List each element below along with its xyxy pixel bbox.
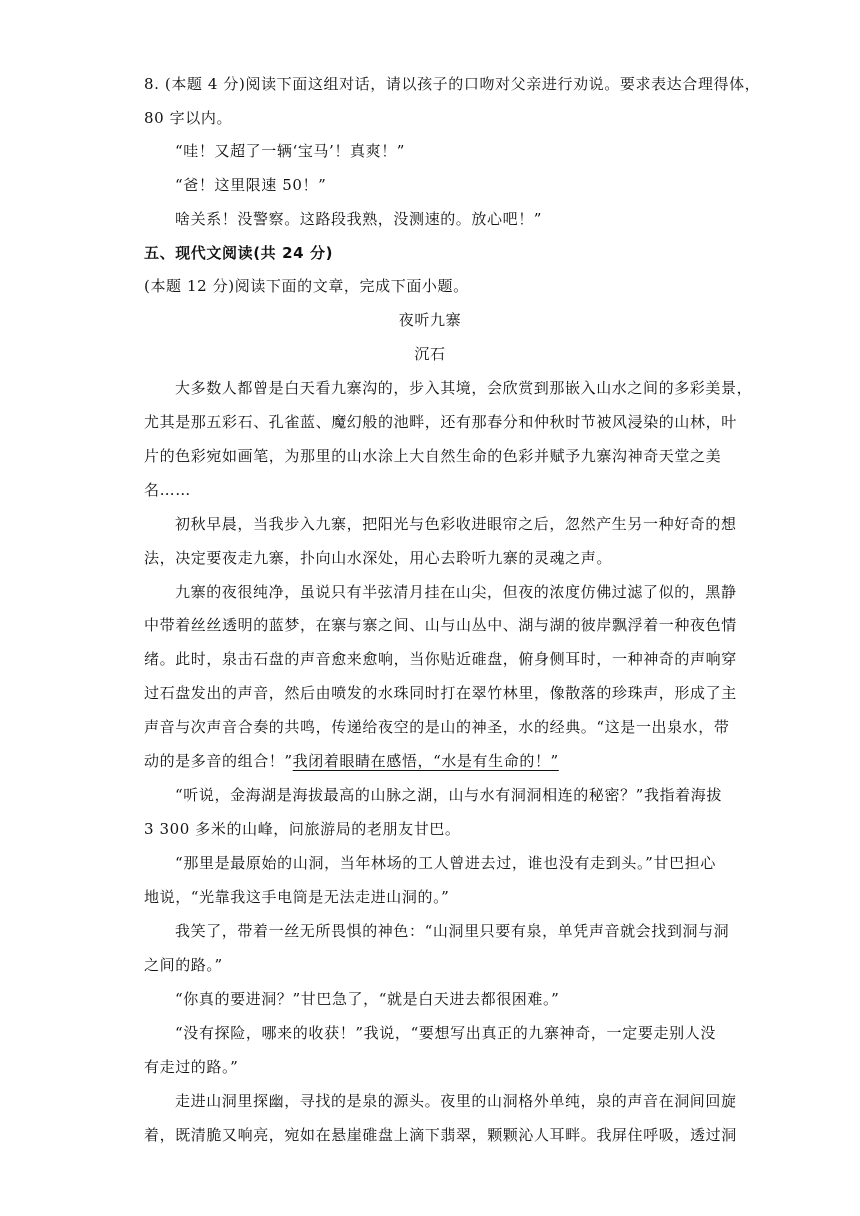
paragraph-6-line-1: 我笑了，带着一丝无所畏惧的神色：“山洞里只要有泉，单凭声音就会找到洞与洞 — [175, 922, 730, 940]
question-8-prompt-line-1: 8. (本题 4 分)阅读下面这组对话，请以孩子的口吻对父亲进行劝说。要求表达合理得体， — [144, 75, 761, 93]
paragraph-5-line-1: “那里是最原始的山洞，当年林场的工人曾进去过，谁也没有走到头。”甘巴担心 — [175, 854, 716, 872]
paragraph-4-line-1: “听说，金海湖是海拔最高的山脉之湖，山与水有洞洞相连的秘密？”我指着海拔 — [175, 786, 722, 804]
underlined-sentence: 我闭着眼睛在感悟，“水是有生命的！” — [292, 752, 559, 770]
paragraph-1-line-4: 名…… — [144, 481, 191, 499]
paragraph-6-line-2: 之间的路。” — [144, 956, 223, 974]
paragraph-9-line-1: 走进山洞里探幽，寻找的是泉的源头。夜里的山洞格外单纯，泉的声音在洞间回旋 — [175, 1092, 737, 1110]
dialog-line-3: 啥关系！没警察。这路段我熟，没测速的。放心吧！” — [175, 210, 543, 228]
paragraph-1-line-2: 尤其是那五彩石、孔雀蓝、魔幻般的池畔，还有那春分和仲秋时节被风浸染的山林，叶 — [144, 413, 737, 431]
paragraph-8-line-2: 有走过的路。” — [144, 1058, 239, 1076]
paragraph-2-line-2: 法，决定要夜走九寨，扑向山水深处，用心去聆听九寨的灵魂之声。 — [144, 549, 613, 567]
dialog-line-1: “哇！又超了一辆‘宝马’！真爽！” — [175, 142, 406, 160]
paragraph-4-line-2: 3 300 多米的山峰，问旅游局的老朋友甘巴。 — [144, 820, 461, 838]
section-instruction: (本题 12 分)阅读下面的文章，完成下面小题。 — [144, 277, 469, 295]
dialog-line-2: “爸！这里限速 50！” — [175, 176, 327, 194]
article-author: 沉石 — [414, 345, 446, 363]
paragraph-5-line-2: 地说，“光靠我这手电筒是无法走进山洞的。” — [144, 888, 450, 906]
paragraph-9-line-2: 着，既清脆又响亮，宛如在悬崖碓盘上滴下翡翠，颗颗沁人耳畔。我屏住呼吸，透过洞 — [144, 1126, 737, 1144]
paragraph-3-line-5: 声音与次声音合奏的共鸣，传递给夜空的是山的神圣，水的经典。“这是一出泉水，带 — [144, 718, 730, 736]
section-heading: 五、现代文阅读(共 24 分) — [144, 244, 334, 262]
paragraph-2-line-1: 初秋早晨，当我步入九寨，把阳光与色彩收进眼帘之后，忽然产生另一种好奇的想 — [175, 515, 737, 533]
question-8-prompt-line-2: 80 字以内。 — [144, 109, 233, 127]
article-title: 夜听九寨 — [398, 311, 462, 329]
paragraph-3-line-1: 九寨的夜很纯净，虽说只有半弦清月挂在山尖，但夜的浓度仿佛过滤了似的，黑静 — [175, 583, 737, 601]
paragraph-3-line-3: 绪。此时，泉击石盘的声音愈来愈响，当你贴近碓盘，俯身侧耳时，一种神奇的声响穿 — [144, 650, 737, 668]
paragraph-7: “你真的要进洞？”甘巴急了，“就是白天进去都很困难。” — [175, 990, 560, 1008]
paragraph-3-line-6 — [144, 750, 559, 771]
paragraph-3-line-4: 过石盘发出的声音，然后由喷发的水珠同时打在翠竹林里，像散落的珍珠声，形成了主 — [144, 684, 737, 702]
paragraph-3-line-6-text: 动的是多音的组合！” — [144, 752, 293, 770]
paragraph-1-line-3: 片的色彩宛如画笔，为那里的山水涂上大自然生命的色彩并赋予九寨沟神奇天堂之美 — [144, 447, 722, 465]
paragraph-1-line-1: 大多数人都曾是白天看九寨沟的，步入其境，会欣赏到那嵌入山水之间的多彩美景， — [175, 379, 753, 397]
paragraph-3-line-2: 中带着丝丝透明的蓝梦，在寨与寨之间、山与山丛中、湖与湖的彼岸飘浮着一种夜色情 — [144, 616, 737, 634]
paragraph-8-line-1: “没有探险，哪来的收获！”我说，“要想写出真正的九寨神奇，一定要走别人没 — [175, 1024, 716, 1042]
